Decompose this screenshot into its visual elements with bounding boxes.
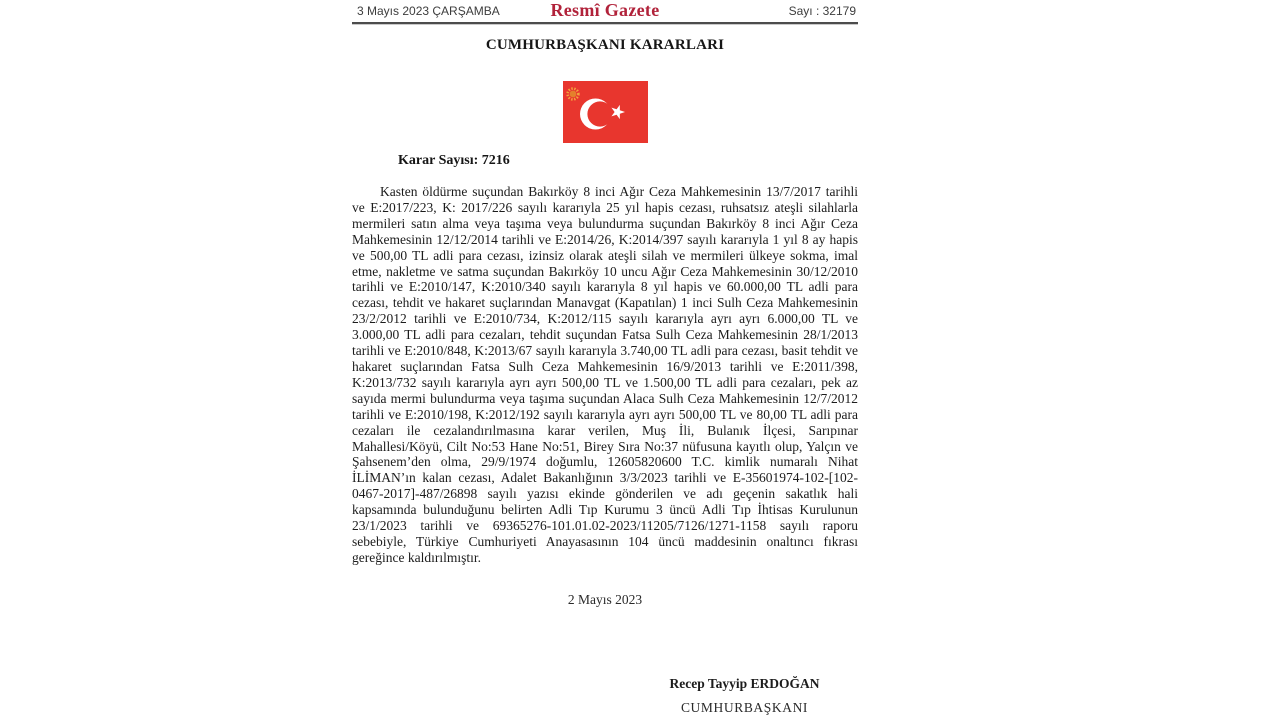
signature-name: Recep Tayyip ERDOĞAN [669, 676, 820, 691]
masthead-rule [352, 22, 858, 25]
decision-number: Karar Sayısı: 7216 [398, 153, 510, 168]
gazette-title: Resmî Gazete [550, 0, 660, 20]
signature-title: CUMHURBAŞKANI [680, 700, 809, 715]
section-title: CUMHURBAŞKANI KARARLARI [485, 37, 725, 53]
masthead [352, 0, 858, 22]
decision-date: 2 Mayıs 2023 [567, 592, 643, 607]
decision-body-text: Kasten öldürme suçundan Bakırköy 8 inci Ağır Ceza Mahkemesinin 13/7/2017 tarihli ve E:2017/223, K: 2017/226 sayılı kararıyla 25 yıl hapis cezası, ruhsatsız ateşli silahlarla mermileri satın alma veya taşıma veya bulundurma suçundan Bakırköy 8 inci Ağır Ceza Mahkemesinin 12/12/2014 tarihli ve E:2014/26, K:2014/397 sayılı kararıyla 1 yıl 8 ay hapis ve 500,00 TL adli para cezası, izinsiz olarak ateşli silah ve mermileri ülkeye sokma, imal etme, nakletme ve satma suçundan Bakırköy 10 uncu Ağır Ceza Mahkemesinin 30/12/2010 tarihli ve E:2010/147, K:2010/340 sayılı kararıyla 8 yıl hapis ve 60.000,00 TL adli para cezası, tehdit ve hakaret suçlarından Manavgat (Kapatılan) 1 inci Sulh Ceza Mahkemesinin 23/2/2012 tarihli ve E:2010/734, K:2012/115 sayılı kararıyla ayrı ayrı 6.000,00 TL ve 3.000,00 TL adli para cezaları, tehdit suçundan Fatsa Sulh Ceza Mahkemesinin 28/1/2013 tarihli ve E:2010/848, K:2013/67 sayılı kararıyla 3.740,00 TL adli para cezası, basit tehdit ve hakaret suçlarından Fatsa Sulh Ceza Mahkemesinin 16/9/2013 tarihli ve E:2011/398, K:2013/732 sayılı kararıyla ayrı ayrı 500,00 TL ve 1.500,00 TL adli para cezaları, pek az sayıda mermi bulundurma veya taşıma suçundan Alaca Sulh Ceza Mahkemesinin 12/7/2012 tarihli ve E:2010/198, K:2012/192 sayılı kararıyla ayrı ayrı 500,00 TL ve 80,00 TL adli para cezaları ile cezalandırılmasına karar verilen, Muş İli, Bulanık İlçesi, Sarıpınar Mahallesi/Köyü, Cilt No:53 Hane No:51, Birey Sıra No:37 nüfusuna kayıtlı olup, Yalçın ve Şahsenem’den olma, 29/9/1974 doğumlu, 12605820600 T.C. kimlik numaralı Nihat İLİMAN’ın kalan cezası, Adalet Bakanlığının 3/3/2023 tarihli ve E-35601974-102-[102-0467-2017]-487/26898 sayılı yazısı ekinde gönderilen ve adı geçenin sakatlık hali kapsamında bulunduğunu belirten Adli Tıp Kurumu 3 üncü Adli Tıp İhtisas Kurulunun 23/1/2023 tarihli ve 69365276-101.01.02-2023/11205/7126/1271-1158 sayılı raporu sebebiyle, Türkiye Cumhuriyeti Anayasasının 104 üncü maddesinin onaltıncı fıkrası gereğince kaldırılmıştır. [352, 184, 858, 565]
turkish-flag-icon [563, 81, 648, 143]
issue-number: Sayı : 32179 [788, 4, 856, 18]
gazette-document [352, 0, 858, 720]
flag-container [352, 81, 858, 148]
masthead-date: 3 Mayıs 2023 ÇARŞAMBA [357, 4, 500, 18]
signature-block [637, 676, 852, 716]
